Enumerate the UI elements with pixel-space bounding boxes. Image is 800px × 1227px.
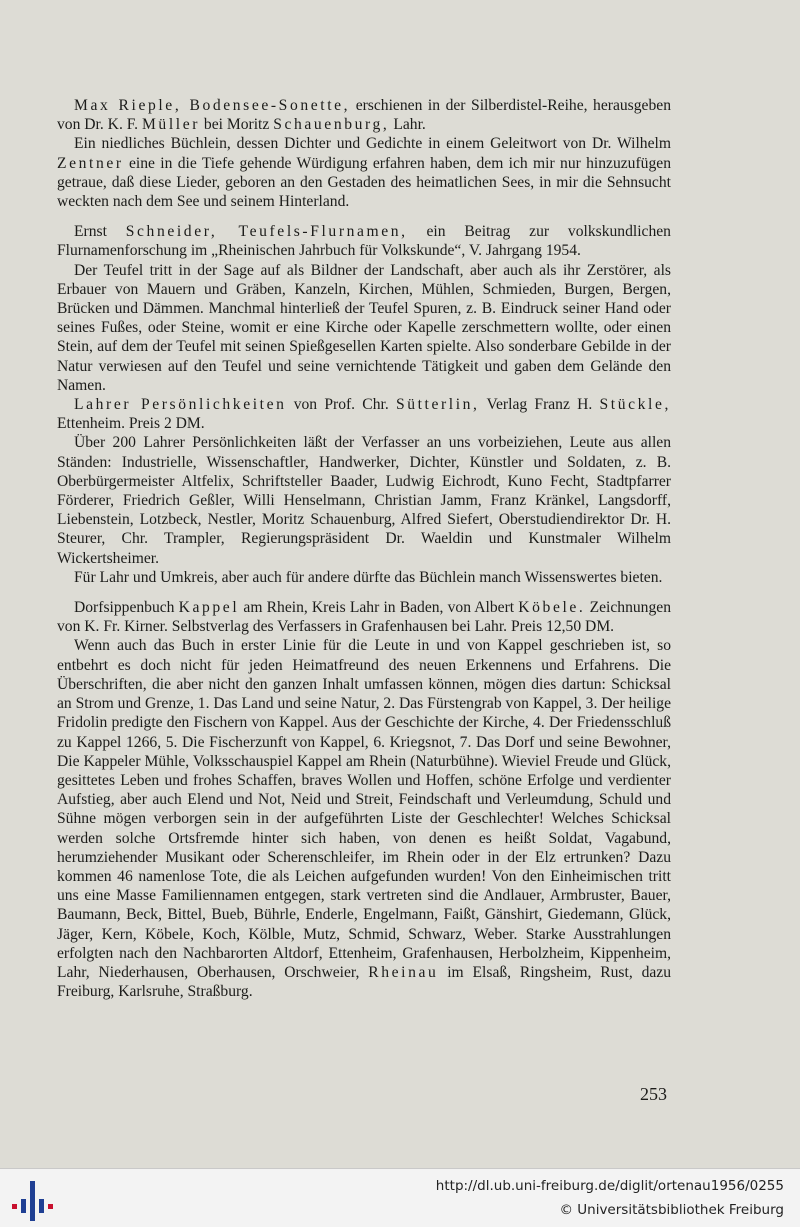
spaced-name: Rheinau — [368, 963, 439, 981]
paragraph — [57, 636, 671, 1001]
text-run: Ein niedliches Büchlein, dessen Dichter und Gedichte in einem Geleitwort von Dr. Wilhelm — [74, 135, 671, 153]
spaced-name: Stückle, — [599, 396, 671, 414]
text-run: Für Lahr und Umkreis, aber auch für andere dürfte das Büchlein manch Wissenswertes bieten. — [74, 568, 663, 586]
text-run: Wenn auch das Buch in erster Linie für die Leute in und von Kappel geschrieben ist, so entbehrt es doch nicht für jeden Heimatfreund des neuen Erkennens und Erfahrens. Die Überschriften, die aber nicht den ganzen Inhalt umfassen können, mögen dies dartun: Schicksal an Strom und Grenze, 1. Das Land und seine Natur, 2. Das Fürstengrab von Kappel, 3. Der heilige Fridolin predigte den Fischern von Kappel. Aus der Geschichte der Kirche, 4. Der Friedensschluß zu Kappel 1266, 5. Die Fischerzunft von Kappel, 6. Kriegsnot, 7. Das Dorf und seine Bewohner, Die Kappeler Mühle, Volksschauspiel Kappel am Rhein (Naturbühne). Wieviel Freude und Glück, gesittetes Leben und frohes Schaffen, braves Wollen und Hoffen, schöne Erfolge und verdienter Aufstieg, aber auch Elend und Not, Neid und Streit, Feindschaft und Verleumdung, Schuld und Sühne mögen verborgen sein in der aufgeführten Liste der Geschlechter! Welches Schicksal werden solche Ortsfremde hinter sich haben, von denen es heißt Soldat, Vagabund, herumziehender Musikant oder Scherenschleifer, im Rhein oder in der Elz ertrunken? Dazu kommen 46 namenlose Tote, die als Leichen aufgefunden wurden! Von den Einheimischen tritt uns eine Masse Familiennamen entgegen, stark vertreten sind die Andlauer, Armbruster, Bauer, Baumann, Beck, Bittel, Bueb, Bührle, Enderle, Engelmann, Faißt, Gänshirt, Giedemann, Glück, Jäger, Kern, Köbele, Koch, Kölble, Mutz, Schmid, Schwarz, Weber. Starke Ausstrahlungen erfolgten nach den Nachbarorten Altdorf, Ettenheim, Grafenhausen, Herbolzheim, Kippenheim, Lahr, Niederhausen, Oberhausen, Orschweier, — [57, 637, 671, 981]
text-run: erschienen in der Silberdistel-Reihe, herausgeben von Dr. K. F. — [57, 97, 671, 134]
text-run: Ernst — [74, 223, 126, 241]
text-run: Lahr. — [389, 116, 426, 134]
text-run: Dorfsippenbuch — [74, 599, 179, 617]
paragraph — [57, 568, 671, 587]
source-url-link[interactable]: http://dl.ub.uni-freiburg.de/diglit/ortenau1956/0255 — [435, 1178, 784, 1194]
text-run: Der Teufel tritt in der Sage auf als Bildner der Landschaft, aber auch als ihr Zerstörer, als Erbauer von Mauern und Gräben, Kanzeln, Kirchen, Mühlen, Schmieden, Burgen, Bergen, Brücken und Dämmen. Manchmal hinterließ der Teufel Spuren, z. B. Eindruck seiner Hand oder seines Fußes, oder Steine, womit er eine Kirche oder Kapelle zerschmettern wollte, oder einen Stein, auf dem der Teufel mit seinen Spießgesellen Karten spielte. Also sonderbare Gebilde in der Natur verwiesen auf den Teufel und seine vernichtende Tätigkeit und gaben dem Gelände den Namen. — [57, 261, 671, 394]
spaced-name: Kappel — [178, 599, 240, 617]
paragraph — [57, 598, 671, 636]
text-run: im Elsaß, Ringsheim, Rust, dazu Freiburg, Karlsruhe, Straßburg. — [57, 963, 671, 1001]
spaced-name: Max Rieple, Bodensee-Sonette, — [74, 97, 351, 114]
text-run: Ettenheim. Preis 2 DM. — [57, 415, 205, 433]
text-run: Über 200 Lahrer Persönlichkeiten läßt der Verfasser an uns vorbeiziehen, Leute aus allen Ständen: Industrielle, Wissenschaftler, Handwerker, Dichter, Künstler und Soldaten, z. B. Oberbürgermeister Altfelix, Schriftsteller Baader, Ludwig Eichrodt, Kuno Fecht, Stadtpfarrer Förderer, Friedrich Geßler, Willi Henselmann, Christian Jamm, Franz Kränkel, Langsdorff, Liebenstein, Lotzbeck, Nestler, Moritz Schauenburg, Alfred Siefert, Oberstudiendirektor Dr. H. Steurer, Chr. Trampler, Regierungspräsident Dr. Waeldin und Kunstmaler Wilhelm Wickertsheimer. — [57, 434, 671, 567]
text-run: ein Beitrag zur volkskundlichen Flurnamenforschung im „Rheinischen Jahrbuch für Volkskunde“, V. Jahrgang 1954. — [57, 223, 671, 260]
paragraph — [57, 96, 671, 134]
page-number: 253 — [640, 1084, 667, 1104]
text-run: eine in die Tiefe gehende Würdigung erfahren haben, dem ich mir nur hinzuzufügen getraue, daß diese Lieder, geboren an den Gestaden des heimatlichen Sees, in mir die Sehnsucht weckten nach dem See und seinem Hinterland. — [57, 154, 671, 211]
spaced-name: Schauenburg, — [273, 116, 390, 134]
spaced-name: Schneider, Teufels-Flurnamen, — [125, 223, 408, 241]
paragraph — [57, 134, 671, 211]
paragraph — [57, 433, 671, 567]
spaced-name: Müller — [141, 116, 201, 134]
text-run: von Prof. Chr. — [286, 396, 396, 414]
spaced-name: Sütterlin, — [395, 396, 480, 414]
spaced-name: Lahrer Persönlichkeiten — [74, 396, 287, 414]
spaced-name: Köbele. — [518, 599, 586, 617]
text-run: bei Moritz — [200, 116, 274, 134]
article-text — [57, 96, 671, 1001]
text-run: am Rhein, Kreis Lahr in Baden, von Albert — [239, 599, 519, 617]
spaced-name: Zentner — [57, 154, 124, 172]
paragraph — [57, 261, 671, 395]
text-run: Verlag Franz H. — [479, 396, 600, 414]
paragraph — [57, 395, 671, 433]
text-run: Zeichnungen von K. Fr. Kirner. Selbstverlag des Verfassers in Grafenhausen bei Lahr. Preis 12,50 DM. — [57, 599, 671, 636]
ub-freiburg-logo-icon — [10, 1179, 54, 1223]
copyright-text: © Universitätsbibliothek Freiburg — [559, 1202, 784, 1218]
paragraph — [57, 222, 671, 260]
footer-bar — [0, 1168, 800, 1227]
